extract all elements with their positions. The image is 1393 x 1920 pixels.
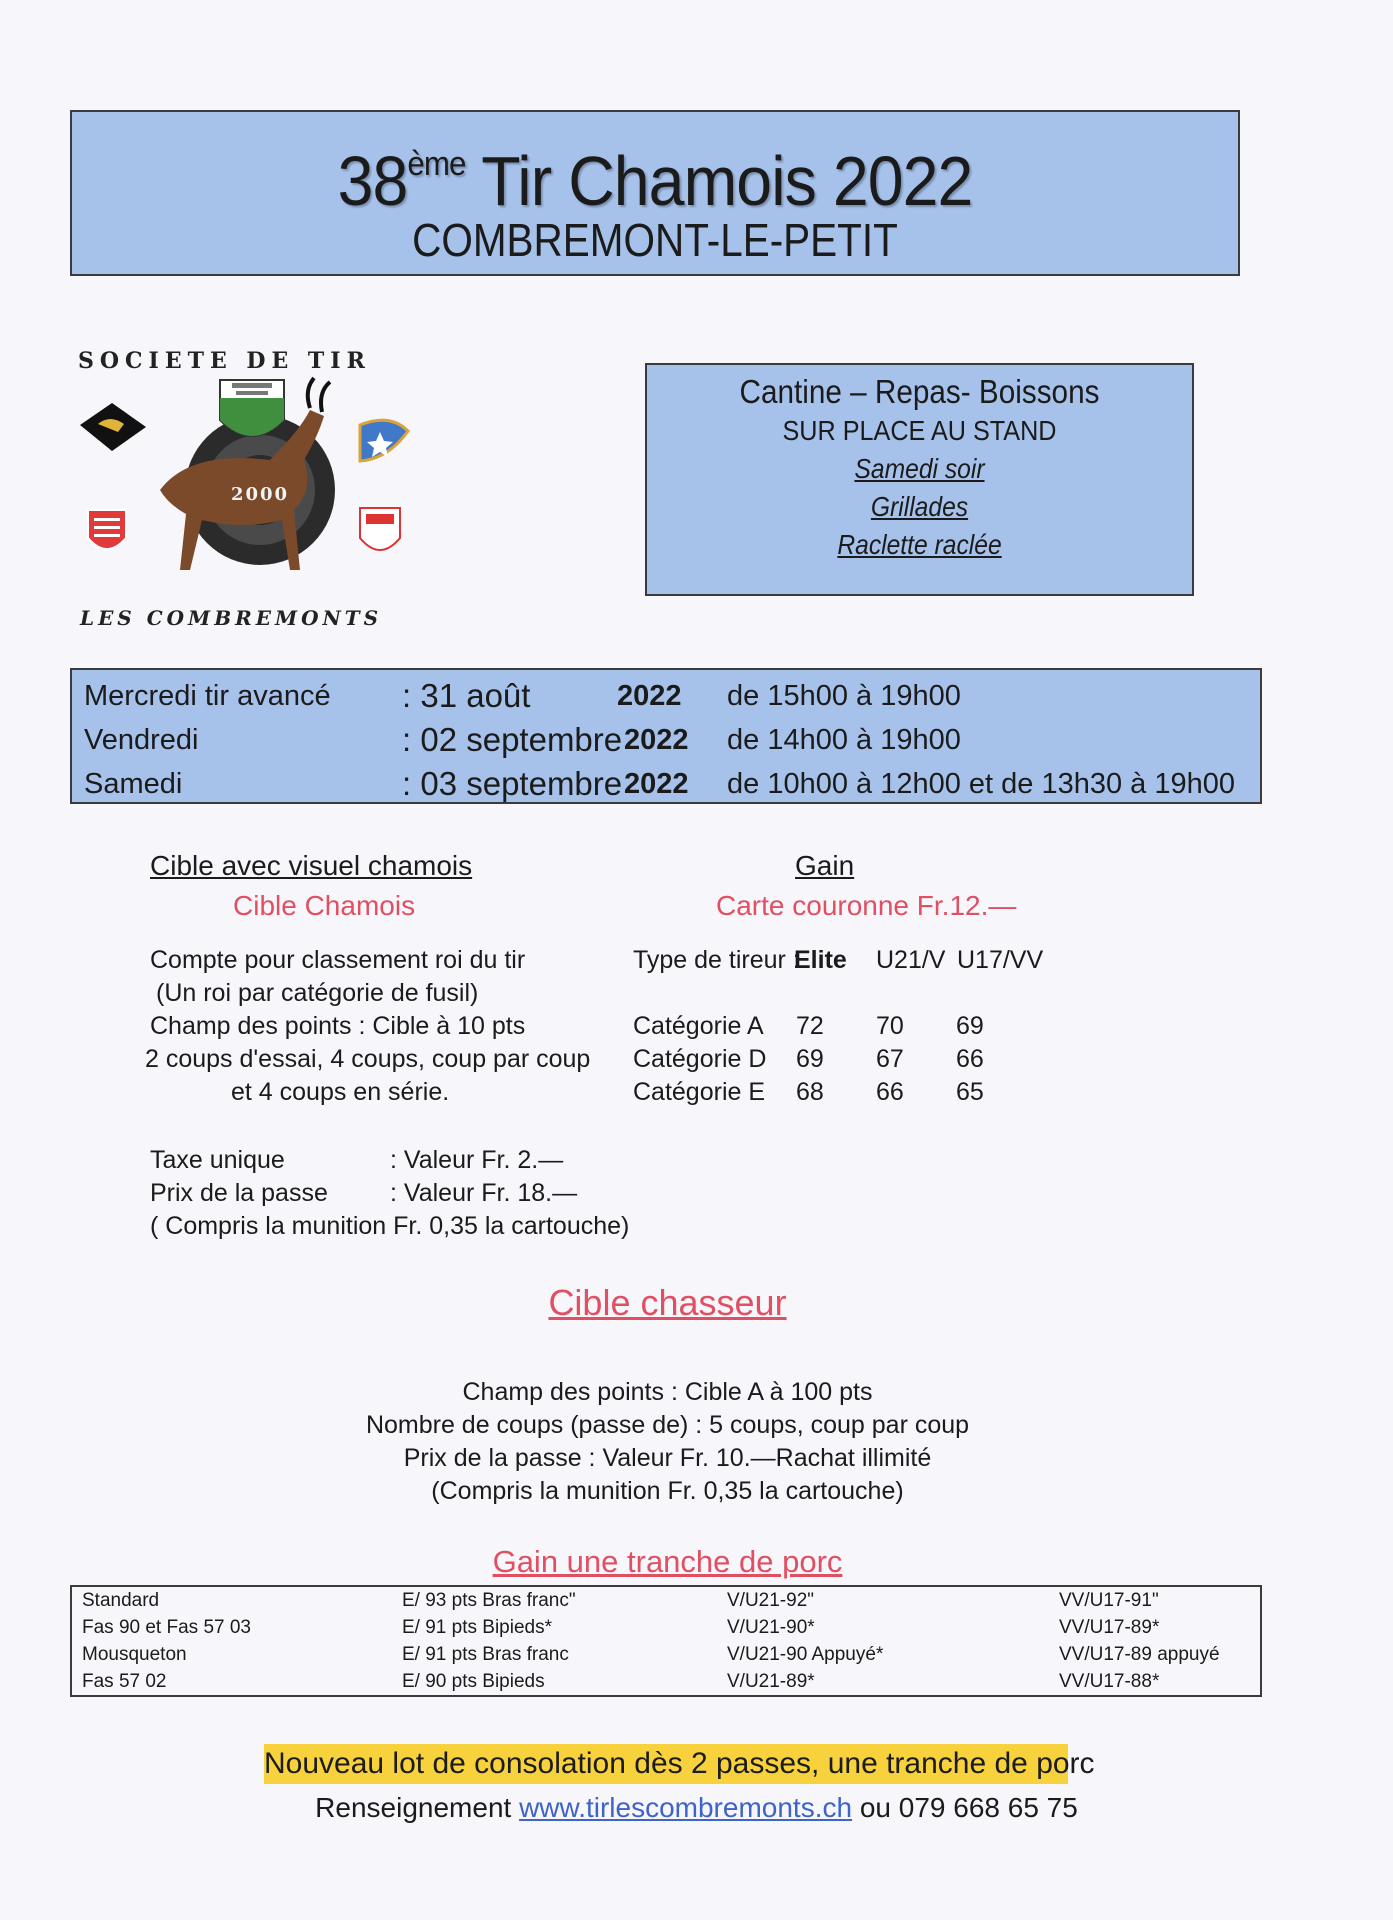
cantine-title: Cantine – Repas- Boissons [739, 373, 1100, 410]
chasseur-line: Champ des points : Cible A à 100 pts [462, 1378, 873, 1406]
gain-cell: 66 [876, 1078, 904, 1106]
fee-value: : Valeur Fr. 2.— [390, 1146, 564, 1174]
website-link[interactable]: www.tirlescombremonts.ch [519, 1792, 853, 1823]
table-cell: Fas 57 02 [82, 1671, 167, 1692]
schedule-hours: de 15h00 à 19h00 [727, 680, 961, 712]
info-label: Renseignement [315, 1792, 520, 1823]
schedule-hours: de 10h00 à 12h00 et de 13h30 à 19h00 [727, 768, 1235, 800]
cantine-item: Raclette raclée [837, 529, 1002, 560]
schedule-day: Mercredi tir avancé [84, 680, 331, 712]
cantine-item: Grillades [870, 491, 969, 522]
table-cell: E/ 90 pts Bipieds [402, 1671, 545, 1692]
chasseur-heading: Cible chasseur [548, 1282, 787, 1323]
table-row [72, 1614, 1260, 1641]
fee-value: : Valeur Fr. 18.— [390, 1179, 578, 1207]
cantine-box [645, 363, 1194, 596]
table-cell: Standard [82, 1590, 160, 1611]
chamois-line: et 4 coups en série. [231, 1078, 450, 1106]
gain-cell: 72 [796, 1012, 824, 1040]
gain-cell: 69 [956, 1012, 984, 1040]
table-cell: VV/U17-88* [1059, 1671, 1160, 1692]
gain-cell: 65 [956, 1078, 984, 1106]
table-row [72, 1587, 1260, 1614]
table-cell: V/U21-90 Appuyé* [727, 1644, 884, 1665]
gain-subheading: Carte couronne Fr.12.— [716, 890, 1017, 921]
table-row [72, 1668, 1260, 1695]
table-cell: VV/U17-89 appuyé [1059, 1644, 1220, 1665]
schedule-year: 2022 [624, 724, 689, 756]
event-title-text: Tir Chamois 2022 [465, 142, 973, 220]
table-cell: V/U21-89* [727, 1671, 815, 1692]
gain-cell: 68 [796, 1078, 824, 1106]
gain-type-label: Type de tireur : [633, 946, 800, 974]
gain-cell: 70 [876, 1012, 904, 1040]
table-cell: Fas 90 et Fas 57 03 [82, 1617, 251, 1638]
logo-top-text: SOCIETE DE TIR [78, 348, 371, 374]
event-location: COMBREMONT-LE-PETIT [412, 214, 898, 266]
table-cell: VV/U17-91" [1059, 1590, 1159, 1611]
schedule-row [72, 674, 1260, 718]
chamois-line: 2 coups d'essai, 4 coups, coup par coup [145, 1045, 591, 1073]
schedule-day: Samedi [84, 768, 183, 800]
gain-column-header: Elite [794, 946, 847, 974]
fee-note: ( Compris la munition Fr. 0,35 la cartouche) [150, 1212, 630, 1240]
gain-cell: 69 [796, 1045, 824, 1073]
gain-row-label: Catégorie A [633, 1012, 764, 1040]
table-cell: E/ 93 pts Bras franc" [402, 1590, 576, 1611]
chamois-heading: Cible avec visuel chamois [150, 850, 473, 881]
gain-row-label: Catégorie E [633, 1078, 766, 1106]
chamois-subheading: Cible Chamois [233, 890, 416, 921]
gain-heading: Gain [795, 850, 855, 881]
schedule-year: 2022 [624, 768, 689, 800]
chamois-line: (Un roi par catégorie de fusil) [156, 979, 479, 1007]
gain-cell: 66 [956, 1045, 984, 1073]
table-cell: V/U21-90* [727, 1617, 815, 1638]
porc-table [70, 1585, 1262, 1697]
schedule-hours: de 14h00 à 19h00 [727, 724, 961, 756]
schedule-row [72, 718, 1260, 762]
table-cell: V/U21-92" [727, 1590, 815, 1611]
chasseur-line: Prix de la passe : Valeur Fr. 10.—Rachat illimité [403, 1444, 932, 1472]
schedule-row [72, 762, 1260, 806]
schedule-date: : 03 septembre [402, 765, 623, 802]
gain-row-label: Catégorie D [633, 1045, 767, 1073]
chasseur-line: (Compris la munition Fr. 0,35 la cartouche) [431, 1477, 904, 1505]
schedule-year: 2022 [617, 680, 682, 712]
fee-label: Taxe unique [150, 1146, 285, 1174]
porc-heading: Gain une tranche de porc [492, 1544, 843, 1579]
phone-number: ou 079 668 65 75 [852, 1792, 1078, 1823]
schedule-date: : 02 septembre [402, 721, 623, 758]
edition-number: 38 [337, 142, 408, 220]
header-box [70, 110, 1240, 276]
chamois-line: Compte pour classement roi du tir [150, 946, 526, 974]
table-cell: Mousqueton [82, 1644, 187, 1665]
gain-cell: 67 [876, 1045, 904, 1073]
info-line [0, 1788, 1393, 1828]
logo-bottom-text: LES COMBREMONTS [80, 606, 383, 630]
table-cell: E/ 91 pts Bras franc [402, 1644, 569, 1665]
table-cell: E/ 91 pts Bipieds* [402, 1617, 552, 1638]
schedule-box [70, 668, 1262, 804]
club-logo [60, 340, 440, 640]
table-cell: VV/U17-89* [1059, 1617, 1160, 1638]
cantine-item: Samedi soir [854, 453, 985, 484]
chasseur-line: Nombre de coups (passe de) : 5 coups, coup par coup [365, 1411, 970, 1439]
gain-column-header: U17/VV [957, 946, 1044, 974]
fee-label: Prix de la passe [150, 1179, 328, 1207]
edition-suffix: ème [407, 145, 466, 183]
consolation-banner: Nouveau lot de consolation dès 2 passes, une tranche de porc [264, 1744, 1068, 1784]
table-row [72, 1641, 1260, 1668]
schedule-day: Vendredi [84, 724, 199, 756]
cantine-subtitle: SUR PLACE AU STAND [782, 415, 1057, 446]
event-title [119, 124, 1192, 221]
logo-year: 2000 [230, 484, 290, 505]
schedule-date: : 31 août [402, 677, 531, 714]
chamois-line: Champ des points : Cible à 10 pts [150, 1012, 526, 1040]
gain-column-header: U21/V [876, 946, 946, 974]
